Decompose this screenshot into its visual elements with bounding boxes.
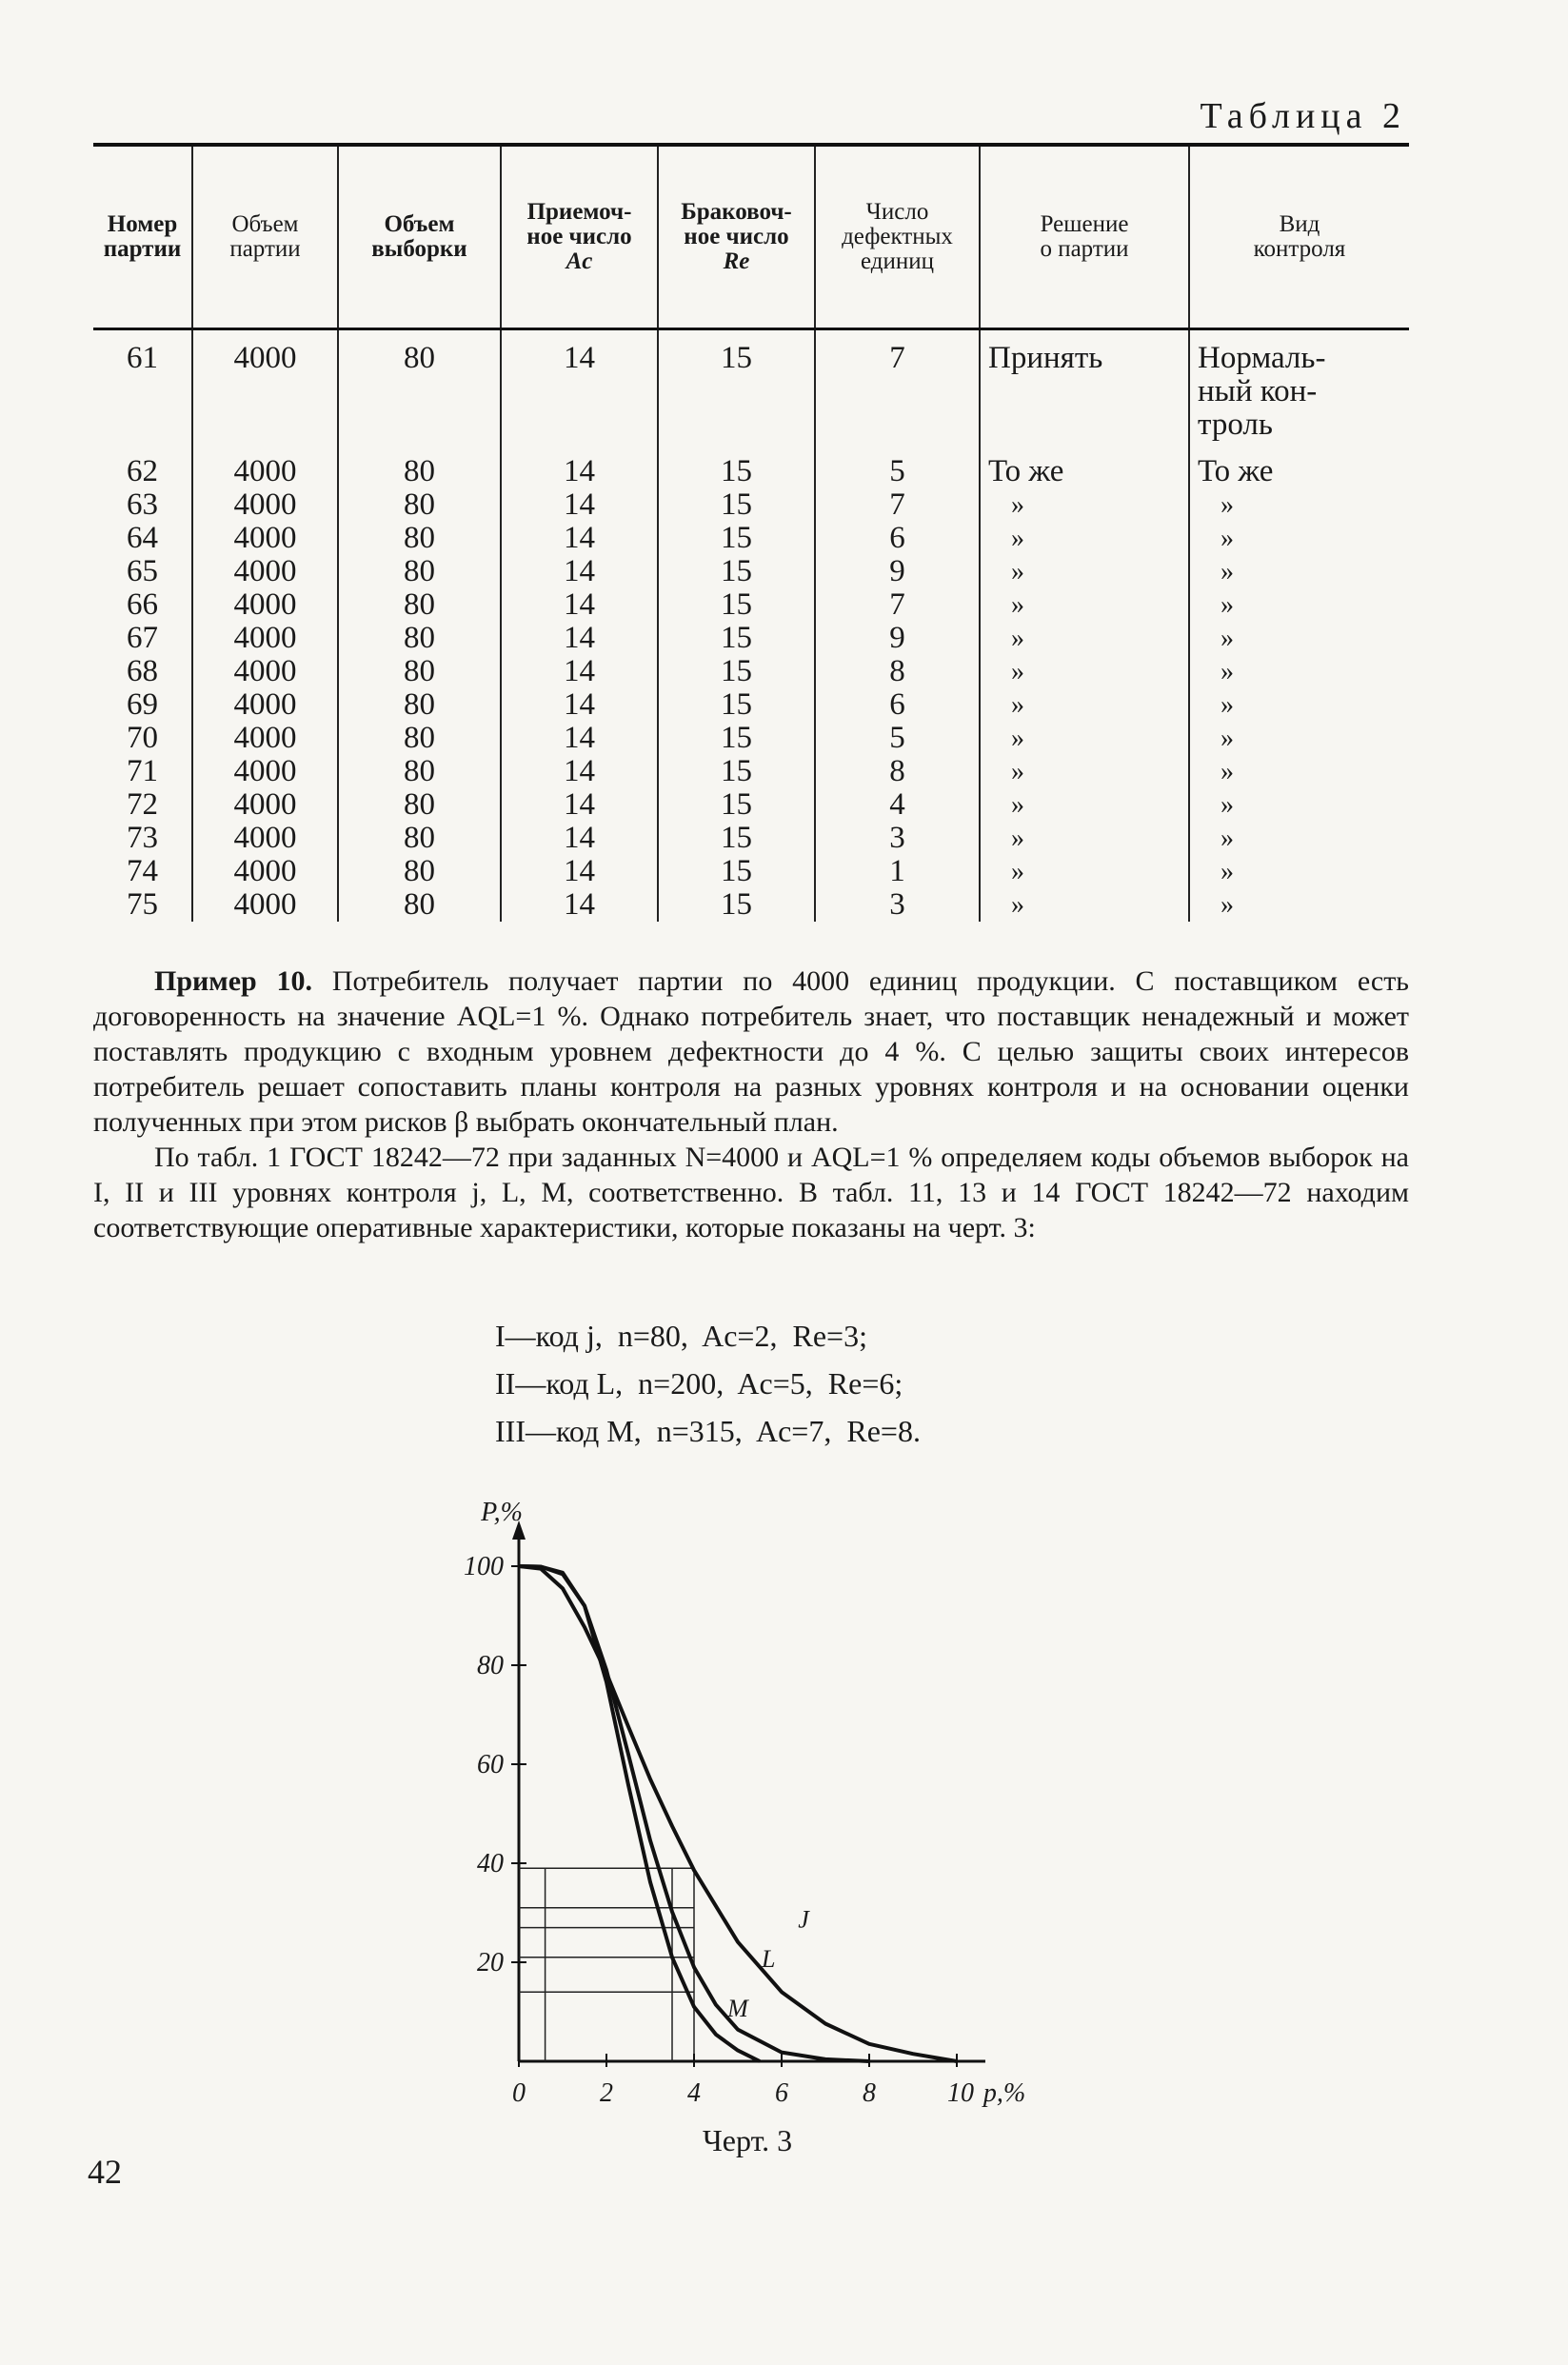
table-cell: То же — [1198, 454, 1274, 488]
table-cell: » — [980, 755, 1189, 788]
table-cell: 4000 — [192, 622, 338, 655]
table-row — [93, 588, 1409, 622]
table-row — [93, 888, 1409, 922]
table-cell: 3 — [815, 822, 980, 855]
table-cell: 15 — [658, 855, 815, 888]
table-cell: 15 — [658, 588, 815, 622]
table-cell: 4 — [815, 788, 980, 822]
table-cell: 14 — [501, 622, 658, 655]
code-list — [495, 1312, 921, 1455]
table-cell: 68 — [93, 655, 192, 688]
table-cell: 15 — [658, 688, 815, 722]
header-rejection-number: Браковоч- ное число Re — [658, 145, 815, 329]
header-defective-count: Число дефектных единиц — [815, 145, 980, 329]
code-line: II—код L, n=200, Ac=5, Re=6; — [495, 1366, 903, 1401]
table-cell: 15 — [658, 822, 815, 855]
table-cell: » — [980, 688, 1189, 722]
table-row — [93, 555, 1409, 588]
table-cell: 72 — [93, 788, 192, 822]
y-tick-label: 20 — [477, 1948, 504, 1977]
table-cell: 15 — [658, 622, 815, 655]
table-cell: 4000 — [192, 522, 338, 555]
table-cell: » — [1221, 490, 1234, 520]
table-cell: 61 — [93, 329, 192, 456]
table-cell: » — [980, 888, 1189, 922]
table-cell: 7 — [815, 488, 980, 522]
table-cell: 5 — [815, 455, 980, 488]
table-cell: 69 — [93, 688, 192, 722]
table-cell: » — [1221, 724, 1234, 753]
example-text: Потребитель получает партии по 4000 единиц продукции. С поставщиком есть договоренность на значение AQL=1 %. Однако потребитель знает, что поставщик ненадежный и может поставлять продукцию с входным уровнем дефектности до 4 %. С целью защиты своих интересов потребитель решает сопоставить планы контроля на разных уровнях контроля и на основании оценки полученных при этом рисков β выбрать окончательный план. — [93, 965, 1409, 1138]
data-table — [93, 143, 1409, 922]
table-cell: Нормаль- ный кон- троль — [1198, 341, 1326, 442]
table-cell: 8 — [815, 655, 980, 688]
y-tick-label: 60 — [477, 1750, 504, 1779]
table-cell: 5 — [815, 722, 980, 755]
table-cell: 64 — [93, 522, 192, 555]
table-cell: 4000 — [192, 588, 338, 622]
table-cell: 80 — [338, 455, 501, 488]
table-cell: 66 — [93, 588, 192, 622]
table-cell: 4000 — [192, 755, 338, 788]
table-row — [93, 488, 1409, 522]
table-cell: 15 — [658, 488, 815, 522]
table-cell: 1 — [815, 855, 980, 888]
table-cell: » — [1221, 590, 1234, 620]
table-cell: 14 — [501, 855, 658, 888]
table-cell: Принять — [980, 329, 1189, 456]
table-row — [93, 455, 1409, 488]
table-cell: 4000 — [192, 555, 338, 588]
oc-chart-svg — [419, 1466, 1085, 2114]
table-row — [93, 655, 1409, 688]
table-cell: » — [980, 655, 1189, 688]
table-cell: » — [1221, 757, 1234, 786]
table-caption: Таблица 2 — [1200, 96, 1406, 136]
table-cell: 62 — [93, 455, 192, 488]
table-cell: 8 — [815, 755, 980, 788]
table-cell: 3 — [815, 888, 980, 922]
x-tick-label: 0 — [512, 2078, 526, 2108]
table-cell: 80 — [338, 888, 501, 922]
table-cell: 15 — [658, 655, 815, 688]
data-table-container — [93, 143, 1409, 922]
example-label: Пример 10. — [154, 965, 313, 997]
table-cell: 14 — [501, 555, 658, 588]
table-cell: 65 — [93, 555, 192, 588]
table-cell: 14 — [501, 722, 658, 755]
header-lot-decision: Решение о партии — [980, 145, 1189, 329]
table-cell: 4000 — [192, 722, 338, 755]
table-row — [93, 522, 1409, 555]
curve-label-m: M — [727, 1995, 748, 2023]
table-cell: 80 — [338, 588, 501, 622]
x-tick-label: 8 — [863, 2078, 876, 2108]
table-cell: 14 — [501, 755, 658, 788]
table-cell: 74 — [93, 855, 192, 888]
table-cell: » — [980, 588, 1189, 622]
table-cell: 80 — [338, 622, 501, 655]
table-row — [93, 755, 1409, 788]
table-row — [93, 688, 1409, 722]
table-cell: » — [1221, 524, 1234, 553]
table-cell: 80 — [338, 788, 501, 822]
code-line: III—код M, n=315, Ac=7, Re=8. — [495, 1414, 921, 1448]
page-number: 42 — [88, 2153, 122, 2191]
table-cell: 4000 — [192, 688, 338, 722]
curve-label-l: L — [761, 1945, 776, 1974]
table-cell: 15 — [658, 755, 815, 788]
method-paragraph: По табл. 1 ГОСТ 18242—72 при заданных N=4000 и AQL=1 % определяем коды объемов выборок на I, II и III уровнях контроля j, L, M, соответственно. В табл. 11, 13 и 14 ГОСТ 18242—72 находим соответствующие оперативные характеристики, которые показаны на черт. 3: — [93, 1142, 1409, 1243]
table-cell: 4000 — [192, 488, 338, 522]
y-tick-label: 40 — [477, 1849, 504, 1878]
table-cell: 4000 — [192, 655, 338, 688]
table-cell: 15 — [658, 788, 815, 822]
table-cell: 4000 — [192, 855, 338, 888]
table-cell: 14 — [501, 588, 658, 622]
table-row — [93, 622, 1409, 655]
table-cell: 80 — [338, 555, 501, 588]
table-cell: 15 — [658, 888, 815, 922]
table-cell: » — [980, 555, 1189, 588]
table-cell: 15 — [658, 555, 815, 588]
oc-curve-j — [519, 1566, 957, 2061]
x-axis-label: p,% — [982, 2078, 1026, 2108]
table-row — [93, 855, 1409, 888]
table-row — [93, 822, 1409, 855]
table-cell: 4000 — [192, 329, 338, 456]
table-cell: 80 — [338, 688, 501, 722]
table-cell: 73 — [93, 822, 192, 855]
table-cell: 9 — [815, 555, 980, 588]
table-cell: 4000 — [192, 455, 338, 488]
example-paragraph — [93, 964, 1409, 1140]
x-tick-label: 4 — [687, 2078, 701, 2108]
table-cell: » — [980, 722, 1189, 755]
table-cell: 14 — [501, 329, 658, 456]
x-tick-label: 10 — [947, 2078, 974, 2108]
table-cell: 7 — [815, 329, 980, 456]
table-cell: » — [980, 822, 1189, 855]
table-cell: 67 — [93, 622, 192, 655]
table-body — [93, 329, 1409, 923]
y-axis-label: P,% — [481, 1498, 523, 1527]
table-cell: » — [980, 522, 1189, 555]
table-cell: » — [1221, 857, 1234, 886]
table-cell: 63 — [93, 488, 192, 522]
table-cell: » — [1221, 657, 1234, 686]
table-cell: 14 — [501, 822, 658, 855]
header-lot-number: Номер партии — [93, 145, 192, 329]
table-cell: 80 — [338, 655, 501, 688]
table-cell: 9 — [815, 622, 980, 655]
header-control-type: Вид контроля — [1253, 211, 1346, 262]
table-cell: 7 — [815, 588, 980, 622]
table-cell: 4000 — [192, 788, 338, 822]
table-cell: 6 — [815, 522, 980, 555]
body-text — [93, 964, 1409, 1245]
table-cell: » — [980, 622, 1189, 655]
header-acceptance-number: Приемоч- ное число Ac — [501, 145, 658, 329]
table-cell: 80 — [338, 522, 501, 555]
table-header-row — [93, 145, 1409, 329]
table-cell: 6 — [815, 688, 980, 722]
table-cell: 80 — [338, 329, 501, 456]
table-cell: 14 — [501, 788, 658, 822]
table-cell: 14 — [501, 888, 658, 922]
header-sample-size: Объем выборки — [338, 145, 501, 329]
table-cell: 80 — [338, 822, 501, 855]
table-cell: » — [1221, 624, 1234, 653]
table-cell: 80 — [338, 855, 501, 888]
table-row — [93, 722, 1409, 755]
table-cell: 15 — [658, 329, 815, 456]
table-cell: 15 — [658, 455, 815, 488]
table-cell: » — [980, 488, 1189, 522]
table-cell: » — [1221, 890, 1234, 920]
table-cell: 14 — [501, 688, 658, 722]
x-tick-label: 2 — [600, 2078, 613, 2108]
table-cell: 14 — [501, 455, 658, 488]
table-cell: 14 — [501, 488, 658, 522]
table-cell: » — [1221, 557, 1234, 586]
oc-curve-m — [519, 1566, 760, 2061]
table-cell: 80 — [338, 755, 501, 788]
code-line: I—код j, n=80, Ac=2, Re=3; — [495, 1319, 867, 1353]
table-cell: 70 — [93, 722, 192, 755]
table-cell: 14 — [501, 522, 658, 555]
table-cell: 4000 — [192, 888, 338, 922]
table-cell: » — [980, 788, 1189, 822]
figure-caption: Черт. 3 — [703, 2123, 793, 2157]
table-cell: » — [1221, 824, 1234, 853]
table-cell: 4000 — [192, 822, 338, 855]
table-row — [93, 329, 1409, 456]
table-cell: » — [1221, 690, 1234, 720]
table-cell: 14 — [501, 655, 658, 688]
table-cell: » — [980, 855, 1189, 888]
table-cell: 15 — [658, 522, 815, 555]
curve-label-j: J — [798, 1905, 809, 1934]
table-cell: 75 — [93, 888, 192, 922]
table-cell: То же — [980, 455, 1189, 488]
oc-chart — [419, 1466, 1085, 2118]
table-cell: 71 — [93, 755, 192, 788]
x-tick-label: 6 — [775, 2078, 788, 2108]
table-cell: 80 — [338, 488, 501, 522]
header-lot-size: Объем партии — [192, 145, 338, 329]
y-tick-label: 100 — [464, 1552, 504, 1581]
y-tick-label: 80 — [477, 1651, 504, 1680]
table-cell: » — [1221, 790, 1234, 820]
table-cell: 80 — [338, 722, 501, 755]
table-cell: 15 — [658, 722, 815, 755]
table-row — [93, 788, 1409, 822]
